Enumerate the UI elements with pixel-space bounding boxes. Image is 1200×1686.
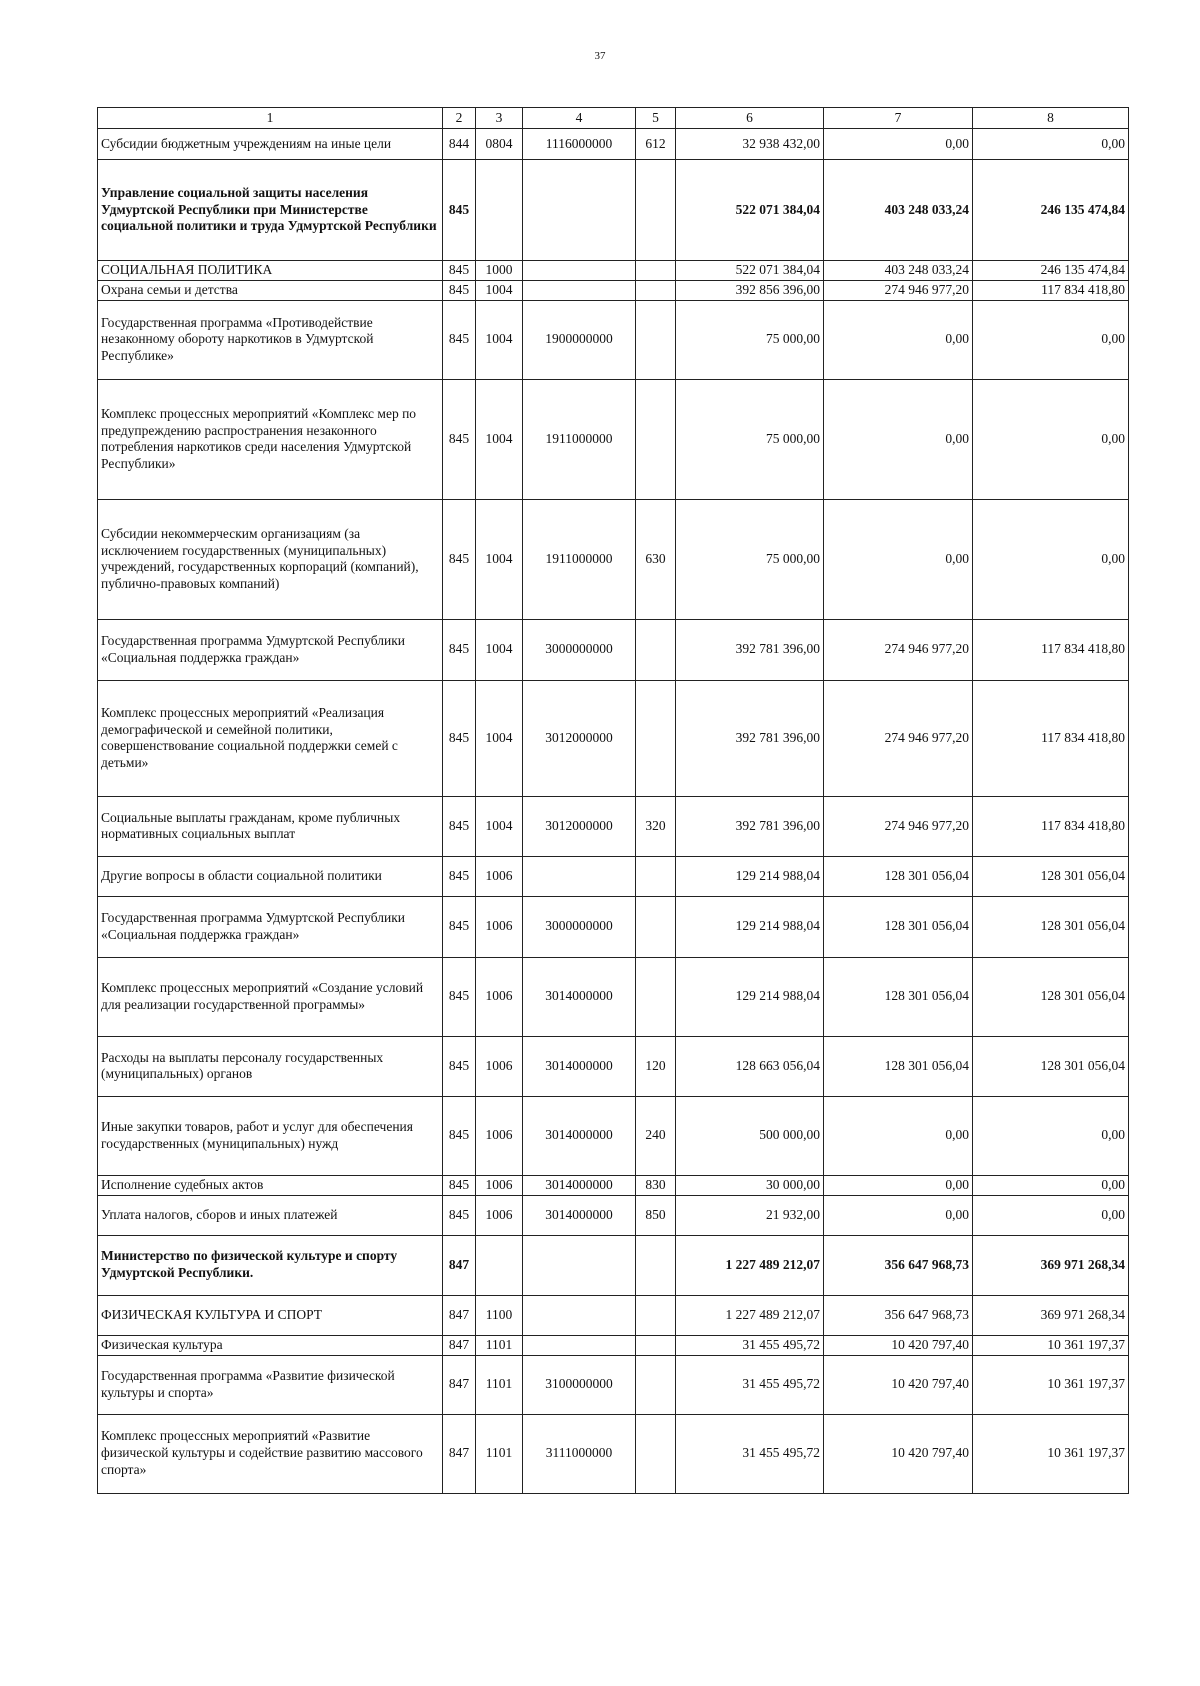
row-code-section: 1006 <box>476 957 523 1036</box>
row-amount-col8: 246 135 474,84 <box>973 160 1129 261</box>
table-row <box>98 796 1129 856</box>
table-body <box>98 129 1129 1494</box>
row-code-target <box>523 160 636 261</box>
row-amount-col6: 392 856 396,00 <box>676 281 824 301</box>
table-row <box>98 379 1129 499</box>
row-code-target <box>523 281 636 301</box>
page-number: 37 <box>594 50 606 62</box>
row-code-section: 1100 <box>476 1295 523 1335</box>
row-code-admin: 845 <box>443 856 476 896</box>
row-code-section <box>476 1235 523 1295</box>
row-code-expense <box>636 1335 676 1355</box>
row-code-admin: 845 <box>443 281 476 301</box>
row-code-expense <box>636 896 676 957</box>
row-amount-col6: 75 000,00 <box>676 379 824 499</box>
row-code-expense <box>636 379 676 499</box>
column-header: 3 <box>476 108 523 129</box>
column-header: 6 <box>676 108 824 129</box>
row-amount-col8: 117 834 418,80 <box>973 281 1129 301</box>
row-code-section <box>476 160 523 261</box>
row-amount-col8: 369 971 268,34 <box>973 1295 1129 1335</box>
row-amount-col6: 31 455 495,72 <box>676 1414 824 1493</box>
row-code-expense <box>636 957 676 1036</box>
row-code-section: 1006 <box>476 1175 523 1195</box>
row-code-section: 0804 <box>476 129 523 160</box>
row-amount-col8: 117 834 418,80 <box>973 796 1129 856</box>
row-amount-col8: 128 301 056,04 <box>973 896 1129 957</box>
row-amount-col8: 117 834 418,80 <box>973 680 1129 796</box>
row-amount-col8: 10 361 197,37 <box>973 1414 1129 1493</box>
row-code-admin: 845 <box>443 1195 476 1235</box>
row-code-section: 1006 <box>476 896 523 957</box>
table-row <box>98 619 1129 680</box>
column-header: 7 <box>824 108 973 129</box>
table-row <box>98 1335 1129 1355</box>
row-amount-col6: 1 227 489 212,07 <box>676 1295 824 1335</box>
row-amount-col7: 0,00 <box>824 379 973 499</box>
row-code-admin: 845 <box>443 680 476 796</box>
row-amount-col7: 0,00 <box>824 499 973 619</box>
row-amount-col6: 30 000,00 <box>676 1175 824 1195</box>
row-amount-col7: 356 647 968,73 <box>824 1295 973 1335</box>
row-name: Субсидии некоммерческим организациям (за исключением государственных (муниципальных) учреждений, государственных корпораций (компаний), публично-правовых компаний) <box>98 499 443 619</box>
row-name: Другие вопросы в области социальной политики <box>98 856 443 896</box>
row-amount-col6: 522 071 384,04 <box>676 160 824 261</box>
table-row <box>98 1235 1129 1295</box>
row-code-expense <box>636 160 676 261</box>
row-code-expense: 850 <box>636 1195 676 1235</box>
row-name: ФИЗИЧЕСКАЯ КУЛЬТУРА И СПОРТ <box>98 1295 443 1335</box>
table-row <box>98 160 1129 261</box>
row-code-expense: 240 <box>636 1096 676 1175</box>
row-amount-col6: 75 000,00 <box>676 300 824 379</box>
row-code-admin: 844 <box>443 129 476 160</box>
row-amount-col6: 21 932,00 <box>676 1195 824 1235</box>
table-row <box>98 680 1129 796</box>
row-code-target: 3014000000 <box>523 1096 636 1175</box>
row-name: Иные закупки товаров, работ и услуг для обеспечения государственных (муниципальных) нужд <box>98 1096 443 1175</box>
row-code-target: 3014000000 <box>523 1195 636 1235</box>
row-amount-col7: 10 420 797,40 <box>824 1414 973 1493</box>
row-code-admin: 845 <box>443 160 476 261</box>
row-name: Исполнение судебных актов <box>98 1175 443 1195</box>
row-code-section: 1101 <box>476 1355 523 1414</box>
table-row <box>98 281 1129 301</box>
row-code-target <box>523 261 636 281</box>
row-code-expense <box>636 1295 676 1335</box>
column-header: 2 <box>443 108 476 129</box>
row-code-target: 3012000000 <box>523 796 636 856</box>
row-amount-col6: 392 781 396,00 <box>676 619 824 680</box>
row-name: Комплекс процессных мероприятий «Комплекс мер по предупреждению распространения незаконного потребления наркотиков среди населения Удмуртской Республики» <box>98 379 443 499</box>
row-code-admin: 847 <box>443 1355 476 1414</box>
table-row <box>98 1414 1129 1493</box>
row-amount-col6: 129 214 988,04 <box>676 957 824 1036</box>
row-name: Управление социальной защиты населения Удмуртской Республики при Министерстве социальной политики и труда Удмуртской Республики <box>98 160 443 261</box>
row-code-section: 1006 <box>476 856 523 896</box>
row-code-admin: 845 <box>443 1096 476 1175</box>
row-amount-col7: 10 420 797,40 <box>824 1335 973 1355</box>
row-amount-col6: 75 000,00 <box>676 499 824 619</box>
row-code-expense: 320 <box>636 796 676 856</box>
row-code-section: 1004 <box>476 379 523 499</box>
row-code-target: 3000000000 <box>523 896 636 957</box>
row-amount-col7: 274 946 977,20 <box>824 680 973 796</box>
row-name: Государственная программа Удмуртской Республики «Социальная поддержка граждан» <box>98 896 443 957</box>
table-row <box>98 957 1129 1036</box>
row-code-admin: 845 <box>443 300 476 379</box>
row-amount-col8: 0,00 <box>973 499 1129 619</box>
row-code-admin: 845 <box>443 1036 476 1096</box>
row-amount-col6: 392 781 396,00 <box>676 680 824 796</box>
row-amount-col8: 0,00 <box>973 129 1129 160</box>
row-code-target: 3111000000 <box>523 1414 636 1493</box>
row-code-admin: 845 <box>443 896 476 957</box>
table-row <box>98 856 1129 896</box>
row-amount-col7: 274 946 977,20 <box>824 619 973 680</box>
table-row <box>98 1295 1129 1335</box>
table-row <box>98 1195 1129 1235</box>
row-amount-col7: 274 946 977,20 <box>824 281 973 301</box>
row-amount-col7: 0,00 <box>824 129 973 160</box>
row-code-admin: 847 <box>443 1235 476 1295</box>
row-code-target: 3012000000 <box>523 680 636 796</box>
row-amount-col8: 0,00 <box>973 300 1129 379</box>
row-name: Охрана семьи и детства <box>98 281 443 301</box>
row-code-target: 3014000000 <box>523 957 636 1036</box>
table-row <box>98 896 1129 957</box>
table-row <box>98 499 1129 619</box>
row-amount-col7: 128 301 056,04 <box>824 856 973 896</box>
row-code-target: 1911000000 <box>523 379 636 499</box>
row-code-section: 1004 <box>476 499 523 619</box>
row-name: Физическая культура <box>98 1335 443 1355</box>
row-amount-col7: 0,00 <box>824 1175 973 1195</box>
row-code-target <box>523 1295 636 1335</box>
row-amount-col8: 246 135 474,84 <box>973 261 1129 281</box>
header-row <box>98 108 1129 129</box>
row-amount-col6: 128 663 056,04 <box>676 1036 824 1096</box>
row-code-target: 1911000000 <box>523 499 636 619</box>
row-code-target: 1116000000 <box>523 129 636 160</box>
row-code-expense <box>636 261 676 281</box>
row-name: Государственная программа «Противодействие незаконному обороту наркотиков в Удмуртской Республике» <box>98 300 443 379</box>
row-amount-col7: 403 248 033,24 <box>824 160 973 261</box>
row-name: Субсидии бюджетным учреждениям на иные цели <box>98 129 443 160</box>
row-name: Комплекс процессных мероприятий «Реализация демографической и семейной политики, совершенствование социальной поддержки семей с детьми» <box>98 680 443 796</box>
row-amount-col7: 356 647 968,73 <box>824 1235 973 1295</box>
row-code-section: 1004 <box>476 281 523 301</box>
row-code-section: 1004 <box>476 796 523 856</box>
row-code-admin: 845 <box>443 261 476 281</box>
row-code-section: 1004 <box>476 680 523 796</box>
row-amount-col6: 129 214 988,04 <box>676 856 824 896</box>
row-amount-col7: 128 301 056,04 <box>824 957 973 1036</box>
row-name: Министерство по физической культуре и спорту Удмуртской Республики. <box>98 1235 443 1295</box>
column-header: 1 <box>98 108 443 129</box>
row-amount-col6: 31 455 495,72 <box>676 1335 824 1355</box>
table-row <box>98 1096 1129 1175</box>
row-code-admin: 847 <box>443 1295 476 1335</box>
row-amount-col6: 392 781 396,00 <box>676 796 824 856</box>
row-code-target: 1900000000 <box>523 300 636 379</box>
row-code-expense <box>636 281 676 301</box>
row-code-section: 1004 <box>476 300 523 379</box>
row-amount-col8: 10 361 197,37 <box>973 1355 1129 1414</box>
row-code-section: 1004 <box>476 619 523 680</box>
row-code-expense: 830 <box>636 1175 676 1195</box>
row-amount-col8: 10 361 197,37 <box>973 1335 1129 1355</box>
row-code-target <box>523 856 636 896</box>
row-code-expense <box>636 619 676 680</box>
row-code-target <box>523 1235 636 1295</box>
row-code-admin: 845 <box>443 957 476 1036</box>
table-row <box>98 129 1129 160</box>
column-header: 4 <box>523 108 636 129</box>
table-row <box>98 261 1129 281</box>
row-name: Комплекс процессных мероприятий «Создание условий для реализации государственной программы» <box>98 957 443 1036</box>
row-code-target: 3100000000 <box>523 1355 636 1414</box>
row-code-admin: 847 <box>443 1414 476 1493</box>
row-code-expense <box>636 856 676 896</box>
row-amount-col7: 274 946 977,20 <box>824 796 973 856</box>
column-header: 8 <box>973 108 1129 129</box>
row-amount-col7: 0,00 <box>824 300 973 379</box>
row-amount-col7: 403 248 033,24 <box>824 261 973 281</box>
row-name: Государственная программа Удмуртской Республики «Социальная поддержка граждан» <box>98 619 443 680</box>
row-amount-col8: 369 971 268,34 <box>973 1235 1129 1295</box>
table-row <box>98 1036 1129 1096</box>
row-name: Уплата налогов, сборов и иных платежей <box>98 1195 443 1235</box>
row-code-expense: 630 <box>636 499 676 619</box>
row-name: Расходы на выплаты персоналу государственных (муниципальных) органов <box>98 1036 443 1096</box>
row-amount-col8: 128 301 056,04 <box>973 1036 1129 1096</box>
row-amount-col7: 0,00 <box>824 1195 973 1235</box>
row-name: Комплекс процессных мероприятий «Развитие физической культуры и содействие развитию массового спорта» <box>98 1414 443 1493</box>
row-amount-col6: 31 455 495,72 <box>676 1355 824 1414</box>
row-code-section: 1000 <box>476 261 523 281</box>
budget-table <box>97 107 1129 1494</box>
row-code-admin: 847 <box>443 1335 476 1355</box>
row-amount-col6: 500 000,00 <box>676 1096 824 1175</box>
table-row <box>98 1175 1129 1195</box>
row-amount-col8: 117 834 418,80 <box>973 619 1129 680</box>
row-amount-col7: 10 420 797,40 <box>824 1355 973 1414</box>
row-code-expense: 120 <box>636 1036 676 1096</box>
row-amount-col6: 129 214 988,04 <box>676 896 824 957</box>
row-amount-col8: 0,00 <box>973 1175 1129 1195</box>
row-amount-col8: 0,00 <box>973 1195 1129 1235</box>
row-amount-col6: 522 071 384,04 <box>676 261 824 281</box>
row-code-expense <box>636 1414 676 1493</box>
row-amount-col8: 0,00 <box>973 379 1129 499</box>
row-amount-col8: 128 301 056,04 <box>973 856 1129 896</box>
row-amount-col6: 1 227 489 212,07 <box>676 1235 824 1295</box>
row-amount-col7: 128 301 056,04 <box>824 896 973 957</box>
row-code-admin: 845 <box>443 1175 476 1195</box>
row-code-section: 1006 <box>476 1195 523 1235</box>
row-amount-col8: 128 301 056,04 <box>973 957 1129 1036</box>
row-code-target: 3014000000 <box>523 1175 636 1195</box>
row-name: СОЦИАЛЬНАЯ ПОЛИТИКА <box>98 261 443 281</box>
table-row <box>98 1355 1129 1414</box>
column-header: 5 <box>636 108 676 129</box>
row-code-section: 1006 <box>476 1096 523 1175</box>
row-code-section: 1101 <box>476 1335 523 1355</box>
row-amount-col7: 0,00 <box>824 1096 973 1175</box>
row-name: Государственная программа «Развитие физической культуры и спорта» <box>98 1355 443 1414</box>
row-code-target <box>523 1335 636 1355</box>
row-name: Социальные выплаты гражданам, кроме публичных нормативных социальных выплат <box>98 796 443 856</box>
row-code-expense <box>636 1355 676 1414</box>
row-amount-col8: 0,00 <box>973 1096 1129 1175</box>
row-code-section: 1101 <box>476 1414 523 1493</box>
row-code-admin: 845 <box>443 796 476 856</box>
row-amount-col7: 128 301 056,04 <box>824 1036 973 1096</box>
row-code-admin: 845 <box>443 619 476 680</box>
row-code-target: 3000000000 <box>523 619 636 680</box>
row-code-expense <box>636 1235 676 1295</box>
row-code-expense: 612 <box>636 129 676 160</box>
row-code-section: 1006 <box>476 1036 523 1096</box>
row-amount-col6: 32 938 432,00 <box>676 129 824 160</box>
row-code-expense <box>636 300 676 379</box>
table-row <box>98 300 1129 379</box>
row-code-admin: 845 <box>443 379 476 499</box>
row-code-admin: 845 <box>443 499 476 619</box>
row-code-target: 3014000000 <box>523 1036 636 1096</box>
row-code-expense <box>636 680 676 796</box>
